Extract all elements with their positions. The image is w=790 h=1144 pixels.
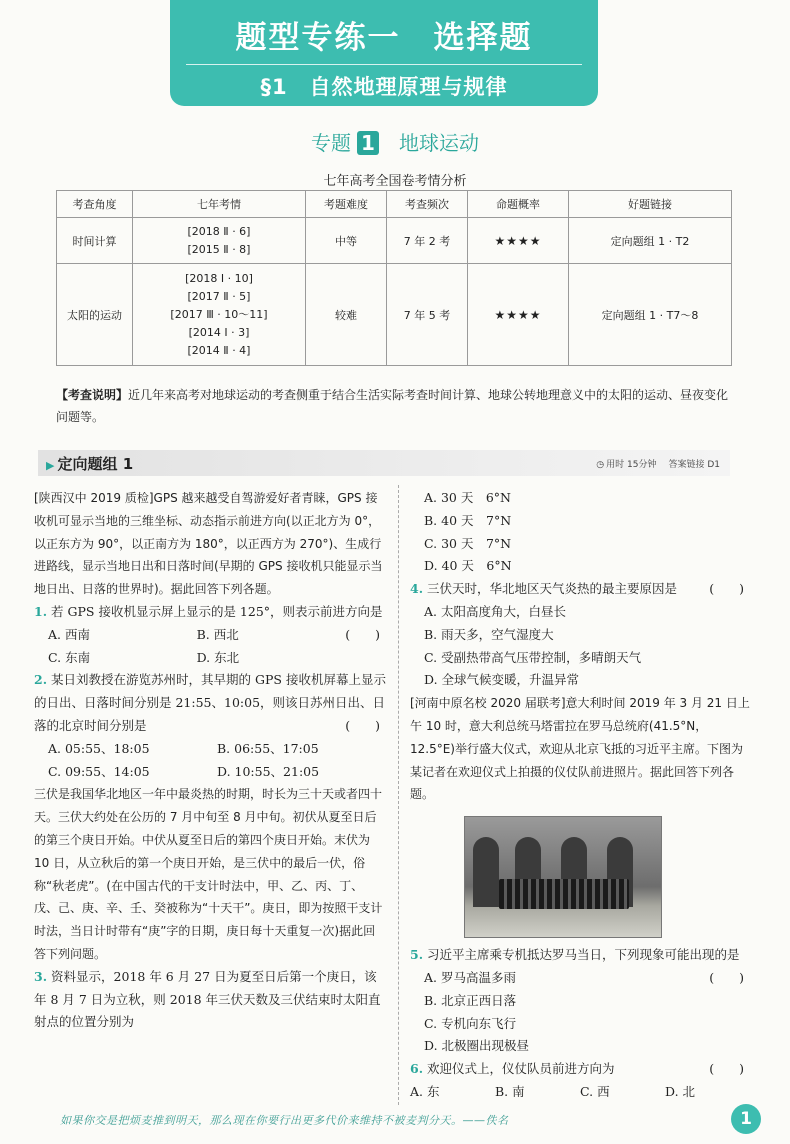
years-cell [133,218,306,264]
option: A. 太阳高度角大，白昼长 [424,603,566,619]
question-text: 欢迎仪式上，仪仗队员前进方向为 [427,1061,615,1077]
topic-heading [0,127,790,156]
answer-blank: ( ) [709,969,744,985]
table-row [57,218,732,264]
year-item: [2018 Ⅱ · 6] [187,224,251,238]
option: C. 30 天 7°N [424,535,512,551]
answer-blank: ( ) [709,581,744,597]
years-cell [133,264,306,366]
question-number: 2. [34,672,48,688]
header-cell: 考查频次 [387,191,468,218]
question-2 [34,669,386,783]
option: A. 罗马高温多雨 [424,969,516,985]
question-1 [34,601,386,669]
question-5 [410,944,750,1058]
honor-guard-soldiers [499,879,629,909]
table-cell: 定向题组 1 · T2 [569,218,732,264]
option: D. 10:55、21:05 [217,763,320,779]
material-paragraph: 三伏是我国华北地区一年中最炎热的时期，时长为三十天或者四十天。三伏大约处在公历的 7 月中旬至 8 月中旬。初伏从夏至日后的第三个庚日开始。中伏从夏至日后的第四个庚日开始。末伏为 10 日，从立秋后的第一个庚日开始，是三伏中的最后一伏，俗称“秋老虎”。(在中国古代的干支计时法中，甲、乙、丙、丁、戊、己、庚、辛、壬、癸被称为“十天干”。庚日，即为按照干支计时法，当日计时带有“庚”字的日期，庚日每十天重复一次)据此回答下列问题。 [34,787,383,961]
option: D. 北 [665,1083,696,1099]
page-number: 1 [731,1104,761,1134]
option: A. 05:55、18:05 [48,740,150,756]
year-item: [2014 Ⅱ · 4] [187,343,251,357]
question-text: 三伏天时，华北地区天气炎热的最主要原因是 [427,581,678,597]
topic-number: 1 [357,131,379,155]
arch-shape [473,837,499,907]
question-text: 资料显示，2018 年 6 月 27 日为夏至日后第一个庚日，该年 8 月 7 日为立秋，则 2018 年三伏天数及三伏结束时太阳直射点的位置分别为 [34,968,381,1030]
table-cell: 较难 [306,264,387,366]
option: B. 06:55、17:05 [217,740,319,756]
answer-link: 答案链接 D1 [668,460,720,470]
explanation-tag: 【考查说明】 [56,388,129,402]
probability-stars: ★★★★ [468,218,569,264]
option: B. 南 [495,1083,525,1099]
option: B. 雨天多，空气湿度大 [424,626,554,642]
section-meta [584,457,720,470]
option-list [410,967,709,1058]
option: C. 09:55、14:05 [48,763,150,779]
option: C. 专机向东飞行 [424,1015,517,1031]
table-cell: 时间计算 [57,218,133,264]
answer-blank: ( ) [345,717,380,733]
option: C. 西 [580,1083,610,1099]
header-cell: 考查角度 [57,191,133,218]
section-title-text: 定向题组 1 [57,455,134,473]
table-cell: 定向题组 1 · T7～8 [569,264,732,366]
table-cell: 7 年 2 考 [387,218,468,264]
question-6 [410,1058,750,1104]
option: D. 全球气候变暖，升温异常 [424,672,580,688]
question-number: 3. [34,968,48,984]
question-number: 4. [410,581,424,597]
question-number: 1. [34,603,48,619]
right-column [410,487,750,1104]
option: A. 30 天 6°N [424,490,511,505]
question-text: 习近平主席乘专机抵达罗马当日，下列现象可能出现的是 [427,947,740,963]
exam-analysis-table [56,190,732,366]
option: B. 40 天 7°N [424,512,512,528]
probability-stars: ★★★★ [468,264,569,366]
header-cell: 命题概率 [468,191,569,218]
option-list [410,601,750,692]
left-column [34,487,386,1034]
topic-label: 专题 [311,131,351,155]
year-item: [2015 Ⅱ · 8] [187,242,251,256]
section-subtitle: §1 自然地理原理与规律 [260,75,508,99]
table-title: 七年高考全国卷考情分析 [323,174,467,189]
option: B. 西北 [196,626,239,642]
option-list [34,738,386,784]
year-item: [2018 Ⅰ · 10] [185,271,253,285]
material-paragraph: [陕西汉中 2019 质检]GPS 越来越受自驾游爱好者青睐，GPS 接收机可显示当地的三维坐标、动态指示前进方向(以正北方为 0°，以正东方为 90°，以正南方为 180°，以正西方为 270°)、生成行进路线，显示当地日出和日落时间(早期的 GPS 接收机只能显示当地日出、日落的世界时)。据此回答下列各题。 [34,491,383,597]
option: A. 西南 [48,626,90,642]
time-limit: 用时 15分钟 [606,460,657,470]
column-divider [398,485,399,1105]
question-number: 6. [410,1061,424,1077]
year-item: [2017 Ⅱ · 5] [187,289,251,303]
question-number: 5. [410,947,424,963]
table-cell: 7 年 5 考 [387,264,468,366]
option: D. 40 天 6°N [424,558,512,574]
option: D. 北极圈出现极昼 [424,1038,530,1054]
material-paragraph: [河南中原名校 2020 届联考]意大利时间 2019 年 3 月 21 日上午 10 时，意大利总统马塔雷拉在罗马总统府(41.5°N，12.5°E)举行盛大仪式，欢迎从北京飞抵的习近平主席。下图为某记者在欢迎仪式上拍摄的仪仗队前进照片。据此回答下列各题。 [410,696,750,802]
header-cell: 好题链接 [569,191,732,218]
answer-blank: ( ) [709,1061,744,1077]
triangle-arrow-icon: ▶ [46,459,55,472]
exam-explanation [56,384,732,428]
option: A. 东 [410,1083,440,1099]
table-header-row [57,191,732,218]
header-cell: 考题难度 [306,191,387,218]
question-3 [34,966,386,1034]
question-text: 若 GPS 接收机显示屏上显示的是 125°，则表示前进方向是 [51,603,383,619]
table-cell: 中等 [306,218,387,264]
year-item: [2017 Ⅲ · 10～11] [170,307,268,321]
explanation-text: 近几年来高考对地球运动的考查侧重于结合生活实际考查时间计算、地球公转地理意义中的太阳的运动、昼夜变化问题等。 [56,388,729,424]
footer-quote: 如果你交是把烦麦推到明天，那么现在你要行出更多代价来维持不被麦判分天。——佚名 [60,1114,509,1127]
option: B. 北京正西日落 [424,992,517,1008]
question-4 [410,578,750,692]
topic-name: 地球运动 [399,131,479,155]
chapter-banner [170,0,598,106]
option: C. 东南 [48,649,91,665]
header-cell: 七年考情 [133,191,306,218]
chapter-title: 题型专练一 选择题 [235,20,533,56]
year-item: [2014 Ⅰ · 3] [188,325,250,339]
option-list [34,624,345,670]
section-bar [38,450,730,476]
honor-guard-photo [464,816,662,938]
option: D. 东北 [196,649,240,665]
option-list [410,1081,750,1104]
section-title [46,453,133,474]
banner-divider [186,64,582,65]
table-row [57,264,732,366]
option-list [410,487,750,578]
table-cell: 太阳的运动 [57,264,133,366]
clock-icon: ◷ [596,460,605,470]
answer-blank: ( ) [345,626,380,642]
question-text: 某日刘教授在游览苏州时，其早期的 GPS 接收机屏幕上显示的日出、日落时间分别是 21:55、10:05，则该日苏州日出、日落的北京时间分别是 [34,672,386,733]
option: C. 受副热带高气压带控制，多晴朗天气 [424,649,642,665]
